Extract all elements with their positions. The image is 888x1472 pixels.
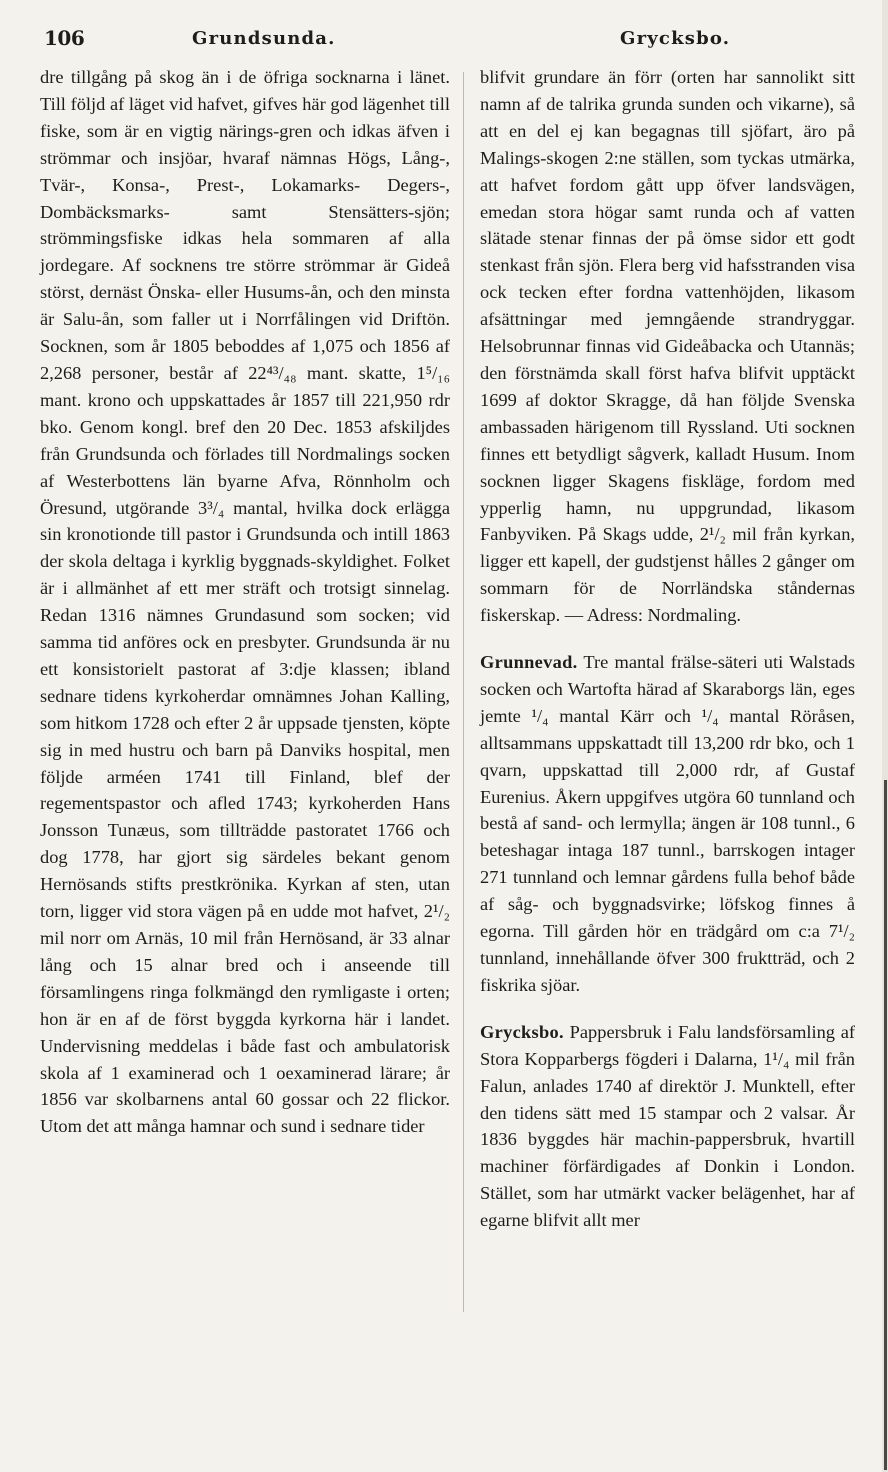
- left-column: [40, 64, 450, 1140]
- entry-grunnevad: [480, 649, 855, 999]
- page-header: [0, 20, 888, 54]
- running-head-right: Grycksbo.: [620, 28, 731, 49]
- entry-grunnevad-title: Grunnevad.: [480, 652, 578, 673]
- right-column: [480, 64, 855, 1234]
- entry-grycksbo: [480, 1019, 855, 1234]
- entry-grunnevad-text: Tre mantal frälse-säteri uti Walstads socken och Wartofta härad af Skaraborgs län, eges jemte ¹/₄ mantal Kärr och ¹/₄ mantal Röråsen, alltsammans uppskattadt till 13,200 rdr bko, och 1 qvarn, uppskattad till 2,000 rdr, af Gustaf Eurenius. Åkern uppgifves utgöra 60 tunnland och bestå af sand- och lermylla; ängen är 108 tunnl., 6 beteshagar intaga 187 tunnl., barrskogen intager 271 tunnland och lemnar gårdens fulla behof både af såg- och byggnadsvirke; löfskog finnes å egorna. Till gården hör en trädgård om c:a 7¹/₂ tunnland, innehållande öfver 300 fruktträd, och 2 fiskrika sjöar.: [480, 652, 856, 995]
- page-number: 106: [44, 26, 85, 50]
- right-paragraph-1: blifvit grundare än förr (orten har sannolikt sitt namn af de talrika grunda sunden och vikarne), så att en del ej kan begagnas till sjöfart, äro på Malings-skogen 2:ne ställen, som tyckas utmärka, att hafvet fordom gått upp öfver landsvägen, emedan stora högar samt runda och af vatten slätade stenar finnas der på ömse sidor ett godt stenkast från sjön. Flera berg vid hafsstranden visa ock tecken efter fordna vattenhöjden, likasom afsättningar med jemngående strandryggar. Helsobrunnar finnas vid Gideåbacka och Utannäs; den förstnämda skall först hafva blifvit upptäckt 1699 af doktor Skragge, då han följde Svenska ambassaden härigenom till Ryssland. Uti socknen finnes ett betydligt sågverk, kalladt Husum. Inom socknen ligger Skagens fiskläge, fordom med ypperlig hamn, nu uppgrundad, likasom Fanbyviken. På Skags udde, 2¹/₂ mil från kyrkan, ligger ett kapell, der gudstjenst hålles 2 gånger om sommarn för de Norrländska ståndernas fiskerskap. — Adress: Nordmaling.: [480, 67, 855, 626]
- running-head-left: Grundsunda.: [192, 28, 336, 49]
- page-edge-shadow: [884, 780, 887, 1470]
- entry-grycksbo-text: Pappersbruk i Falu landsförsamling af Stora Kopparbergs fögderi i Dalarna, 1¹/₄ mil från Falun, anlades 1740 af direktör J. Munktell, efter den tidens sätt med 15 stampar och 2 valsar. År 1836 byggdes här machin-pappersbruk, hvartill machiner förfärdigades af Donkin i London. Stället, som har utmärkt vacker belägenhet, har af egarne blifvit allt mer: [480, 1021, 855, 1231]
- left-column-text: dre tillgång på skog än i de öfriga socknarna i länet. Till följd af läget vid hafvet, gifves här god lägenhet till fiske, som är en vigtig närings-gren och idkas äfven i strömmar och insjöar, hvaraf nämnas Högs, Lång-, Tvär-, Konsa-, Prest-, Lokamarks- Degers-, Dombäcksmarks- samt Stensätters-sjön; strömmingsfiske idkas hela sommaren af alla jordegare. Af socknens tre större strömmar är Gideå störst, dernäst Önska- eller Husums-ån, och den minsta är Salu-ån, som faller ut i Norrfålingen vid Driftön. Socknen, som år 1805 beboddes af 1,075 och 1856 af 2,268 personer, består af 22⁴³/₄₈ mant. skatte, 1⁵/₁₆ mant. krono och uppskattades år 1857 till 221,950 rdr bko. Genom kongl. bref den 20 Dec. 1853 afskiljdes från Grundsunda och förlades till Nordmalings socken af Westerbottens län byarne Afva, Rönnholm och Öresund, utgörande 3³/₄ mantal, hvilka dock erlägga sin kronotionde till pastor i Grundsunda och intill 1863 der skola deltaga i kyrklig byggnads-skyldighet. Folket är i allmänhet af ett mer sträft och trotsigt sinnelag. Redan 1316 nämnes Grundasund som socken; vid samma tid anföres ock en presbyter. Grundsunda är nu ett konsistorielt pastorat af 3:dje klassen; ibland sednare tidens kyrkoherdar omnämnes Johan Kalling, som hitkom 1728 och efter 2 år uppsade tjensten, köpte sig in med hustru och barn på Danviks hospital, men följde arméen 1741 till Finland, blef der regementspastor och afled 1743; kyrkoherden Hans Jonsson Tunæus, som tillträdde pastoratet 1766 och dog 1778, har gjort sig särdeles bekant genom Hernösands stifts prestkrönika. Kyrkan af sten, utan torn, ligger vid stora vägen på en udde mot hafvet, 2¹/₂ mil norr om Arnäs, 10 mil från Hernösand, är 33 alnar lång och 15 alnar bred och i anseende till församlingens ringa folkmängd den rymligaste i orten; hon är en af de först byggda kyrkorna här i landet. Undervisning meddelas i både fast och ambulatorisk skola af 1 examinerad och 1 oexaminerad lärare; år 1856 var skolbarnens antal 60 gossar och 22 flickor. Utom det att många hamnar och sund i sednare tider: [40, 67, 450, 1137]
- entry-grycksbo-title: Grycksbo.: [480, 1021, 564, 1042]
- column-divider: [463, 72, 464, 1312]
